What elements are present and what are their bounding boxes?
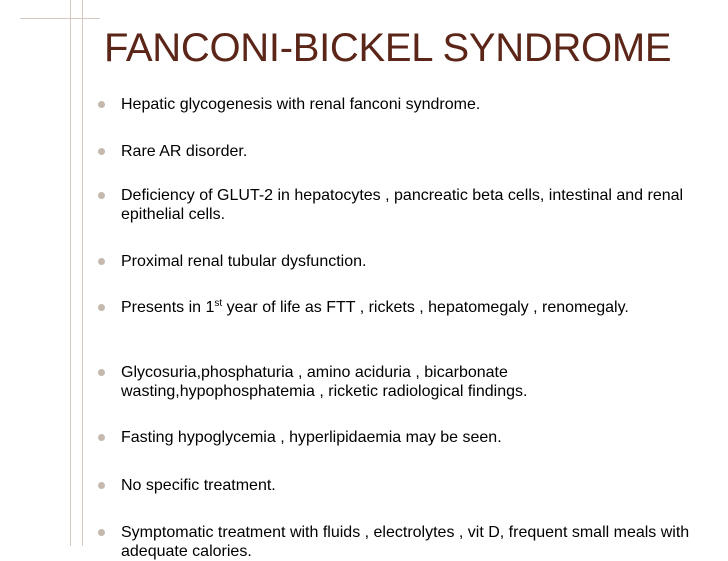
slide-title: FANCONI-BICKEL SYNDROME <box>104 26 672 70</box>
bullet-dot-icon <box>98 258 105 265</box>
bullet-dot-icon <box>98 482 105 489</box>
bullet-text: Deficiency of GLUT-2 in hepatocytes , pancreatic beta cells, intestinal and renal epithelial cells. <box>121 187 684 223</box>
bullet-text: Symptomatic treatment with fluids , electrolytes , vit D, frequent small meals with adequate calories. <box>121 524 690 560</box>
bullet-dot-icon <box>98 434 105 441</box>
bullet-dot-icon <box>98 369 105 376</box>
bullet-text <box>121 298 691 317</box>
bullet-dot-icon <box>98 304 105 311</box>
bullet-dot-icon <box>98 529 105 536</box>
bullet-dot-icon <box>98 101 105 108</box>
bullet-text: Hepatic glycogenesis with renal fanconi syndrome. <box>121 96 481 113</box>
superscript-ordinal: st <box>214 298 223 309</box>
bullet-text-part: year of life as FTT , rickets , hepatomegaly , renomegaly. <box>222 299 629 316</box>
bullet-text: Fasting hypoglycemia , hyperlipidaemia may be seen. <box>121 429 502 446</box>
bullet-dot-icon <box>98 192 105 199</box>
bullet-text: Glycosuria,phosphaturia , amino aciduria , bicarbonate wasting,hypophosphatemia , ricketic radiological findings. <box>121 364 528 400</box>
bullet-dot-icon <box>98 148 105 155</box>
bullet-text: No specific treatment. <box>121 477 276 494</box>
bullet-text-part: Presents in 1 <box>121 299 215 316</box>
bullet-text: Rare AR disorder. <box>121 143 248 160</box>
bullet-text: Proximal renal tubular dysfunction. <box>121 253 367 270</box>
